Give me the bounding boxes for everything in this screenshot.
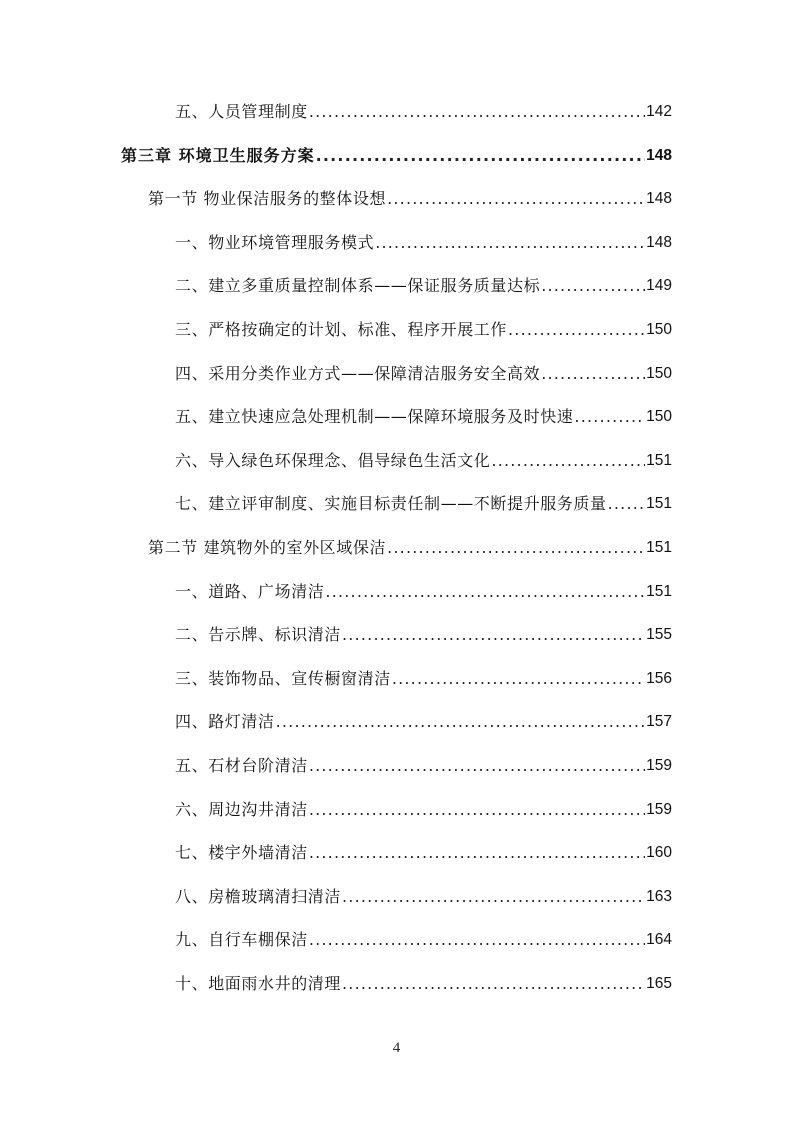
toc-entry-page: 151 [646,451,672,469]
toc-dot-leader [342,973,645,995]
toc-entry-title: 第三章 环境卫生服务方案 [121,145,315,165]
toc-entry-page: 156 [646,669,672,687]
toc-entry-title: 一、物业环境管理服务模式 [175,232,375,252]
toc-dot-leader [375,232,645,254]
toc-dot-leader [387,537,645,559]
toc-entry-page: 148 [646,146,672,164]
toc-dot-leader [309,799,645,821]
toc-entry[interactable] [175,838,672,864]
toc-entry-page: 159 [646,757,672,774]
toc-entry-title: 七、楼宇外墙清洁 [175,843,308,863]
toc-entry-title: 第一节 物业保洁服务的整体设想 [148,189,387,209]
toc-entry[interactable] [175,664,672,690]
toc-entry-section[interactable] [148,533,672,559]
toc-entry[interactable] [175,489,672,515]
toc-entry-title: 六、导入绿色环保理念、倡导绿色生活文化 [175,450,491,470]
toc-entry[interactable] [175,882,672,908]
toc-dot-leader [309,842,645,864]
toc-entry-page: 163 [646,887,672,905]
toc-dot-leader [316,145,646,167]
toc-entry-page: 148 [646,233,672,251]
toc-entry-title: 三、装饰物品、宣传橱窗清洁 [175,668,391,688]
toc-entry[interactable] [175,402,672,428]
toc-dot-leader [309,755,645,777]
toc-dot-leader [342,624,645,646]
toc-entry-title: 五、建立快速应急处理机制——保障环境服务及时快速 [175,407,574,427]
page-number: 4 [392,1040,401,1056]
toc-entry-page: 150 [646,364,672,382]
toc-entry-page: 142 [646,103,672,120]
toc-entry[interactable] [175,271,672,297]
toc-entry-page: 149 [646,277,672,295]
toc-entry-title: 第二节 建筑物外的室外区域保洁 [148,538,387,557]
toc-entry-page: 155 [646,626,672,644]
toc-dot-leader [309,101,645,123]
toc-entry[interactable] [175,97,672,123]
toc-entry-page: 148 [646,190,672,208]
toc-entry[interactable] [175,795,672,821]
toc-entry[interactable] [175,359,672,385]
toc-entry[interactable] [175,228,672,254]
toc-entry-title: 一、道路、广场清洁 [175,581,325,601]
toc-dot-leader [276,711,646,733]
toc-dot-leader [508,319,645,341]
toc-entry-page: 150 [646,321,672,338]
toc-dot-leader [387,188,645,210]
toc-entry-title: 五、石材台阶清洁 [175,756,308,775]
toc-dot-leader [392,668,645,690]
toc-entry-title: 九、自行车棚保洁 [175,930,308,950]
toc-entry-title: 二、告示牌、标识清洁 [175,625,342,645]
toc-dot-leader [541,363,645,385]
toc-entry-title: 四、路灯清洁 [175,712,275,732]
toc-entry-title: 二、建立多重质量控制体系——保证服务质量达标 [175,276,541,296]
toc-entry-page: 164 [646,931,672,949]
toc-entry-page: 151 [646,582,672,600]
toc-entry-title: 十、地面雨水井的清理 [175,974,342,993]
toc-dot-leader [309,929,645,951]
toc-entry-title: 三、严格按确定的计划、标准、程序开展工作 [175,320,508,339]
toc-entry-page: 151 [646,539,672,556]
toc-dot-leader [342,886,645,908]
toc-entry[interactable] [175,620,672,646]
toc-entry-title: 六、周边沟井清洁 [175,799,308,819]
toc-dot-leader [325,581,645,603]
toc-entry[interactable] [175,969,672,995]
toc-entry[interactable] [175,925,672,951]
toc-entry-chapter[interactable] [121,141,672,167]
toc-entry-page: 150 [646,408,672,426]
toc-entry-page: 151 [646,495,672,513]
toc-dot-leader [574,406,645,428]
toc-entry[interactable] [175,577,672,603]
toc-dot-leader [541,275,645,297]
toc-entry-page: 157 [646,713,672,731]
toc-entry[interactable] [175,446,672,472]
toc-dot-leader [491,450,645,472]
toc-entry[interactable] [175,751,672,777]
toc-entry-title: 八、房檐玻璃清扫清洁 [175,886,342,906]
toc-entry-page: 160 [646,844,672,862]
toc-entry-page: 159 [646,800,672,818]
toc-entry-title: 四、采用分类作业方式——保障清洁服务安全高效 [175,363,541,383]
toc-entry-section[interactable] [148,184,672,210]
toc-dot-leader [608,493,646,515]
toc-entry-title: 七、建立评审制度、实施目标责任制——不断提升服务质量 [175,494,607,514]
toc-entry-page: 165 [646,975,672,992]
toc-entry[interactable] [175,707,672,733]
toc-entry-title: 五、人员管理制度 [175,102,308,121]
toc-entry[interactable] [175,315,672,341]
